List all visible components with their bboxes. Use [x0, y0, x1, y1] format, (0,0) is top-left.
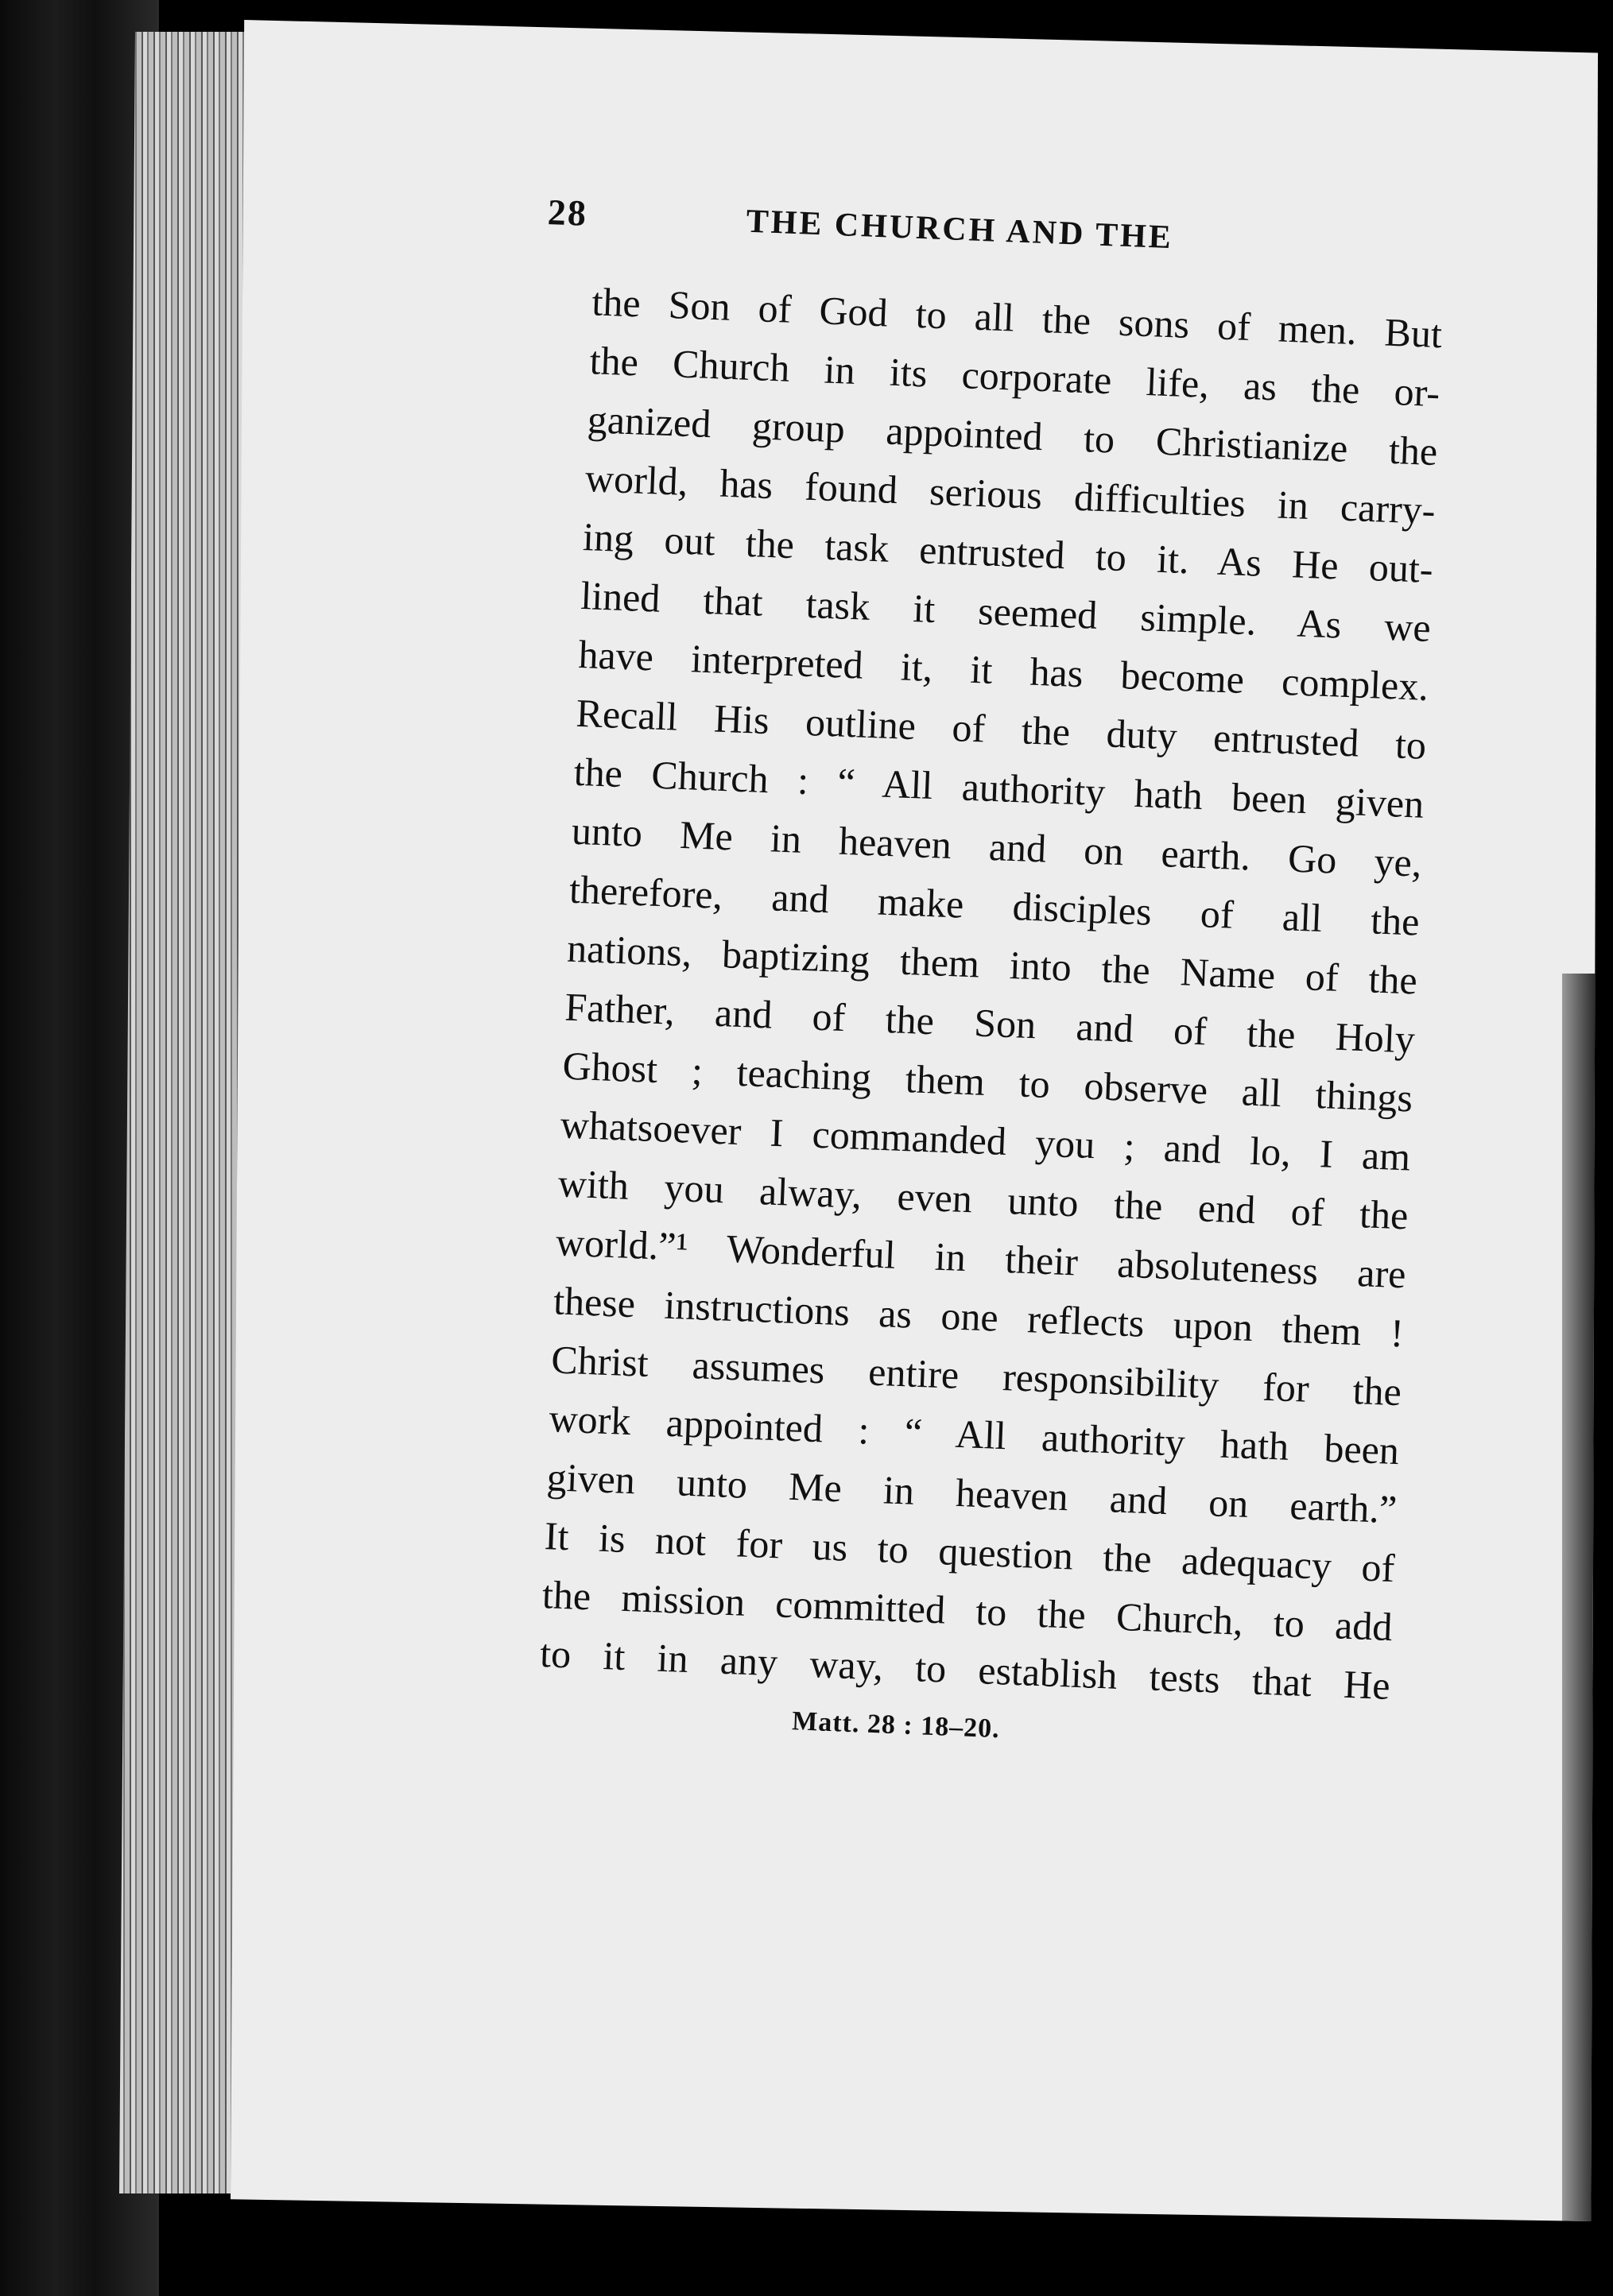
text-line: Ghost ; teaching them to observe all things — [561, 1043, 1414, 1121]
text-line: lined that task it seemed simple. As we — [580, 572, 1432, 650]
text-line: Recall His outline of the duty entrusted to — [575, 690, 1428, 768]
page-text-block — [490, 191, 1486, 1761]
page-number: 28 — [547, 191, 588, 234]
text-line: world, has found serious difficulties in carry- — [584, 455, 1437, 533]
text-line: Christ assumes entire responsibility for the — [550, 1337, 1402, 1415]
text-line: the Son of God to all the sons of men. But — [591, 279, 1443, 357]
text-line: with you alway, even unto the end of the — [557, 1160, 1409, 1238]
text-line: have interpreted it, it has become complex. — [577, 631, 1429, 709]
text-line: ganized group appointed to Christianize the — [586, 397, 1439, 474]
text-line: the mission committed to the Church, to add — [541, 1572, 1394, 1650]
footnote: Matt. 28 : 18–20. — [791, 1706, 1001, 1744]
text-line: these instructions as one reflects upon them ! — [553, 1278, 1405, 1356]
text-line: work appointed : “ All authority hath been — [548, 1396, 1401, 1473]
text-line: ing out the task entrusted to it. As He out- — [582, 514, 1434, 592]
running-title: THE CHURCH AND THE — [745, 203, 1174, 257]
text-line: the Church in its corporate life, as the or- — [588, 338, 1441, 416]
text-line: Father, and of the Son and of the Holy — [564, 984, 1416, 1062]
page-shadow — [1562, 974, 1598, 2245]
text-line: It is not for us to question the adequacy of — [543, 1513, 1396, 1591]
text-line: world.”¹ Wonderful in their absoluteness are — [555, 1219, 1407, 1297]
text-line: whatsoever I commanded you ; and lo, I am — [559, 1102, 1412, 1179]
text-line: to it in any way, to establish tests that He — [539, 1630, 1391, 1709]
text-line: the Church : “ All authority hath been given — [572, 749, 1425, 827]
text-line: unto Me in heaven and on earth. Go ye, — [571, 807, 1423, 885]
body-text — [539, 272, 1483, 1717]
text-line: given unto Me in heaven and on earth.” — [545, 1454, 1398, 1532]
text-line: nations, baptizing them into the Name of the — [566, 925, 1418, 1003]
text-line: therefore, and make disciples of all the — [568, 866, 1421, 944]
